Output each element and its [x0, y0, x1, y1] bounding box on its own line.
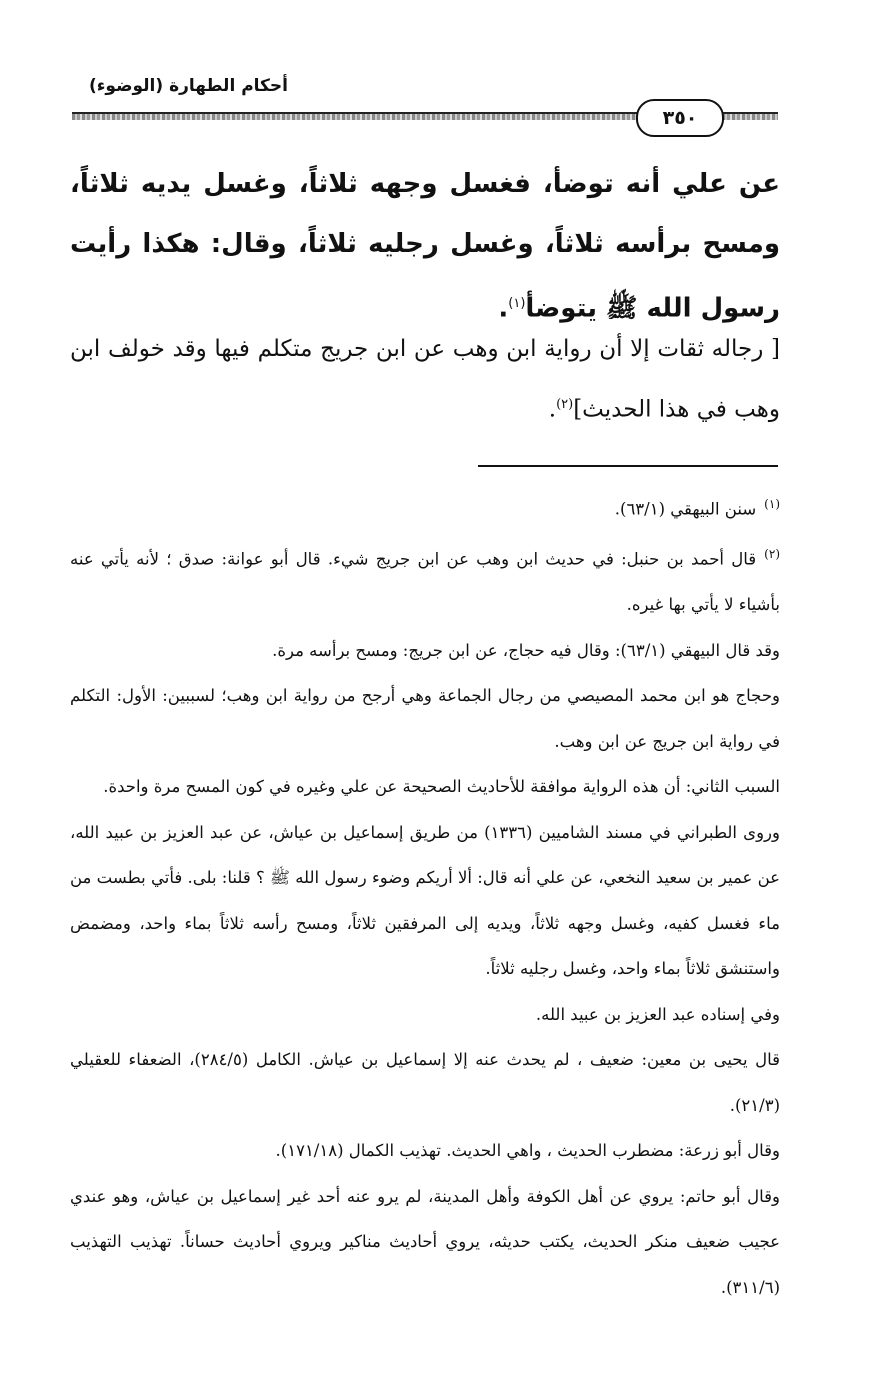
footnote-ref-1: (١)	[508, 296, 526, 311]
page-number-badge	[636, 99, 724, 137]
footnote-ref-2: (٢)	[556, 397, 574, 412]
footnote-paragraph	[70, 1037, 780, 1128]
grading-text: [ رجاله ثقات إلا أن رواية ابن وهب عن ابن جريج متكلم فيها وقد خولف ابن وهب في هذا الحديث]	[70, 336, 780, 423]
footnote-paragraph	[70, 810, 780, 992]
footnote-paragraph	[70, 532, 780, 628]
footnote-text: وقال أبو حاتم: يروي عن أهل الكوفة وأهل المدينة، لم يرو عنه أحد غير إسماعيل بن عياش، وهو عندي عجيب ضعيف منكر الحديث، يكتب حديثه، يروي أحاديث مناكير ويروي أحاديث حساناً. تهذيب التهذيب (٣١١/٦).	[70, 1186, 780, 1297]
footnote-text: وروى الطبراني في مسند الشاميين (١٣٣٦) من طريق إسماعيل بن عياش، عن عبد العزيز بن عبيد الله، عن عمير بن سعيد النخعي، عن علي أنه قال: ألا أريكم وضوء رسول الله ﷺ ؟ قلنا: بلى. فأتي بطست من ماء فغسل كفيه، وغسل وجهه ثلاثاً، ويديه إلى المرفقين ثلاثاً، ومسح رأسه ثلاثاً بماء واحد، ومضمض واستنشق ثلاثاً بماء واحد، وغسل رجليه ثلاثاً.	[70, 822, 780, 978]
footnote-text: وحجاج هو ابن محمد المصيصي من رجال الجماعة وهي أرجح من رواية ابن وهب؛ لسببين: الأول: التكلم في رواية ابن جريج عن ابن وهب.	[70, 686, 780, 751]
footnote-text: قال يحيى بن معين: ضعيف ، لم يحدث عنه إلا إسماعيل بن عياش. الكامل (٢٨٤/٥)، الضعفاء للعقيلي (٢١/٣).	[70, 1050, 780, 1115]
grading-paragraph: [ رجاله ثقات إلا أن رواية ابن وهب عن ابن جريج متكلم فيها وقد خولف ابن وهب في هذا الحديث]$^{(٢)}$.	[70, 336, 780, 423]
footnote-text: وقد قال البيهقي (٦٣/١): وقال فيه حجاج، عن ابن جريج: ومسح برأسه مرة.	[272, 640, 780, 660]
footnote-marker: (١)	[764, 497, 780, 511]
footnote-text: سنن البيهقي (٦٣/١).	[614, 499, 757, 519]
footnote-marker: (٢)	[764, 547, 780, 561]
footnotes-section	[70, 482, 780, 1310]
footnote-text: السبب الثاني: أن هذه الرواية موافقة للأحاديث الصحيحة عن علي وغيره في كون المسح مرة واحدة.	[103, 777, 780, 796]
footnote-paragraph	[70, 628, 780, 674]
footnote-text: قال أحمد بن حنبل: في حديث ابن وهب عن ابن جريج شيء. قال أبو عوانة: صدق ؛ لأنه يأتي عنه بأشياء لا يأتي بها غيره.	[70, 549, 780, 614]
page-number: ٣٥٠	[662, 107, 698, 129]
footnote-text: وقال أبو زرعة: مضطرب الحديث ، واهي الحديث. تهذيب الكمال (١٧١/١٨).	[275, 1141, 780, 1160]
hadith-text: عن علي أنه توضأ، فغسل وجهه ثلاثاً، وغسل يديه ثلاثاً، ومسح برأسه ثلاثاً، وغسل رجليه ثلاثاً، وقال: هكذا رأيت رسول الله ﷺ يتوضأ	[70, 169, 780, 324]
footnote-paragraph	[70, 673, 780, 764]
hadith-paragraph: عن علي أنه توضأ، فغسل وجهه ثلاثاً، وغسل يديه ثلاثاً، ومسح برأسه ثلاثاً، وغسل رجليه ثلاثاً، وقال: هكذا رأيت رسول الله ﷺ يتوضأ$^{(١)}$.	[70, 169, 780, 324]
running-title: أحكام الطهارة (الوضوء)	[88, 76, 288, 96]
footnote-paragraph	[70, 1174, 780, 1311]
footnote-paragraph	[70, 764, 780, 810]
footnote-paragraph	[70, 992, 780, 1038]
footnote-paragraph	[70, 1128, 780, 1174]
footnote-text: وفي إسناده عبد العزيز بن عبيد الله.	[535, 1004, 780, 1024]
footnote-paragraph	[70, 482, 780, 532]
footnote-separator	[478, 465, 778, 467]
